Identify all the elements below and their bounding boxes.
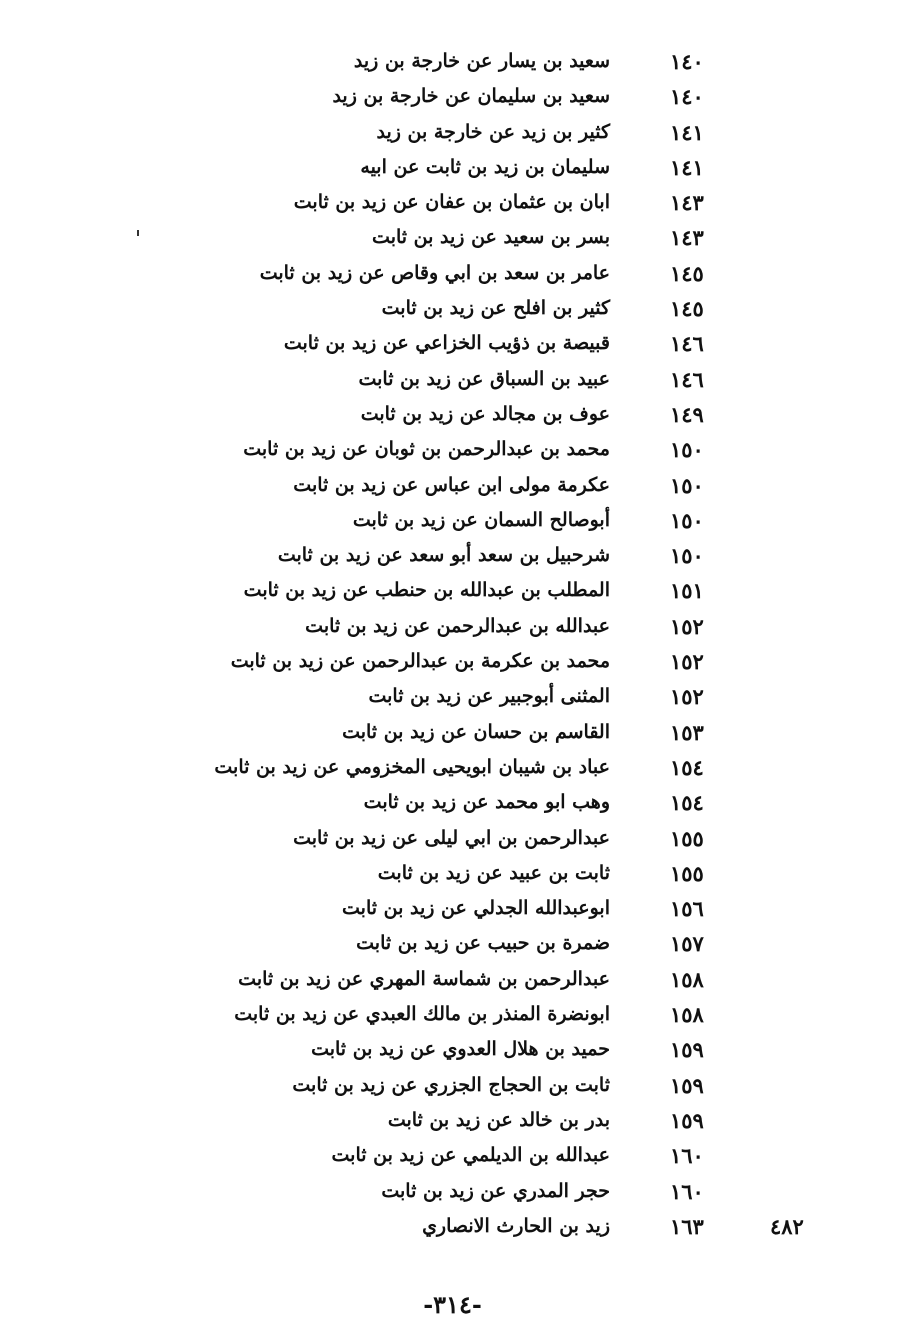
index-row bbox=[0, 503, 905, 538]
row-page-number: ١٥٥ bbox=[670, 825, 704, 851]
row-page-number: ١٤٣ bbox=[670, 190, 704, 216]
row-narrator-chain: القاسم بن حسان عن زيد بن ثابت bbox=[342, 720, 610, 743]
index-row bbox=[0, 573, 905, 608]
index-row bbox=[0, 785, 905, 820]
index-row bbox=[0, 291, 905, 326]
row-narrator-chain: سعيد بن يسار عن خارجة بن زيد bbox=[353, 50, 610, 72]
row-page-number: ١٥٨ bbox=[670, 1002, 704, 1028]
row-narrator-chain: محمد بن عبدالرحمن بن ثوبان عن زيد بن ثابت bbox=[243, 438, 610, 461]
row-narrator-chain: كثير بن زيد عن خارجة بن زيد bbox=[376, 120, 610, 143]
index-row bbox=[0, 468, 905, 503]
row-narrator-chain: كثير بن افلح عن زيد بن ثابت bbox=[381, 297, 610, 320]
index-row bbox=[0, 1174, 905, 1209]
row-page-number: ١٤٥ bbox=[670, 260, 704, 286]
row-page-number: ١٥٢ bbox=[670, 649, 704, 675]
row-page-number: ١٥٣ bbox=[670, 719, 704, 745]
index-row bbox=[0, 997, 905, 1032]
index-row bbox=[0, 79, 905, 114]
index-row bbox=[0, 362, 905, 397]
row-narrator-chain: عبدالله بن عبدالرحمن عن زيد بن ثابت bbox=[305, 614, 610, 637]
index-row bbox=[0, 44, 905, 79]
row-narrator-chain: وهب ابو محمد عن زيد بن ثابت bbox=[363, 791, 610, 814]
index-row bbox=[0, 962, 905, 997]
row-page-number: ١٤٠ bbox=[670, 49, 704, 74]
row-page-number: ١٤١ bbox=[670, 154, 704, 180]
row-narrator-chain: حميد بن هلال العدوي عن زيد بن ثابت bbox=[311, 1038, 610, 1061]
row-page-number: ١٥٩ bbox=[670, 1107, 704, 1133]
row-narrator-chain: عبدالرحمن بن شماسة المهري عن زيد بن ثابت bbox=[238, 967, 610, 990]
index-row bbox=[0, 679, 905, 714]
row-narrator-chain: محمد بن عكرمة بن عبدالرحمن عن زيد بن ثابت bbox=[230, 650, 610, 673]
row-page-number: ١٥٢ bbox=[670, 684, 704, 710]
index-row bbox=[0, 1138, 905, 1173]
row-page-number: ١٥٨ bbox=[670, 966, 704, 992]
row-narrator-chain: شرحبيل بن سعد أبو سعد عن زيد بن ثابت bbox=[277, 544, 610, 567]
row-page-number: ١٥٠ bbox=[670, 507, 704, 533]
row-page-number: ١٥١ bbox=[670, 578, 704, 604]
row-page-number: ١٥٤ bbox=[670, 790, 704, 816]
row-narrator-chain: عبيد بن السباق عن زيد بن ثابت bbox=[358, 367, 610, 390]
row-page-number: ١٦٠ bbox=[670, 1178, 704, 1204]
index-row bbox=[0, 185, 905, 220]
index-row bbox=[0, 326, 905, 361]
row-page-number: ١٥٦ bbox=[670, 896, 704, 922]
index-row bbox=[0, 644, 905, 679]
row-page-number: ١٤٩ bbox=[670, 401, 704, 427]
index-row bbox=[0, 750, 905, 785]
row-narrator-chain: حجر المدري عن زيد بن ثابت bbox=[381, 1179, 610, 1202]
index-row bbox=[0, 150, 905, 185]
row-page-number: ١٥٧ bbox=[670, 931, 704, 957]
index-row bbox=[0, 715, 905, 750]
row-page-number: ١٥٩ bbox=[670, 1037, 704, 1063]
row-narrator-chain: زيد بن الحارث الانصاري bbox=[422, 1214, 610, 1237]
row-page-number: ١٤٦ bbox=[670, 331, 704, 357]
index-row bbox=[0, 220, 905, 255]
row-page-number: ١٤٥ bbox=[670, 296, 704, 322]
row-narrator-chain: ابان بن عثمان بن عفان عن زيد بن ثابت bbox=[293, 191, 610, 214]
row-page-number: ١٥٩ bbox=[670, 1072, 704, 1098]
index-row bbox=[0, 1068, 905, 1103]
index-row bbox=[0, 1209, 905, 1244]
index-row bbox=[0, 891, 905, 926]
row-narrator-chain: قبيصة بن ذؤيب الخزاعي عن زيد بن ثابت bbox=[283, 332, 610, 355]
row-narrator-chain: عباد بن شيبان ابويحيى المخزومي عن زيد بن ثابت bbox=[214, 755, 610, 778]
row-narrator-chain: أبوصالح السمان عن زيد بن ثابت bbox=[352, 508, 610, 531]
row-narrator-chain: ثابت بن الحجاج الجزري عن زيد بن ثابت bbox=[292, 1073, 610, 1096]
row-page-number: ١٤١ bbox=[670, 119, 704, 145]
row-narrator-chain: المثنى أبوجبير عن زيد بن ثابت bbox=[368, 685, 610, 708]
index-row bbox=[0, 256, 905, 291]
row-narrator-chain: عكرمة مولى ابن عباس عن زيد بن ثابت bbox=[293, 473, 610, 496]
row-page-number: ١٥٠ bbox=[670, 472, 704, 498]
row-narrator-chain: عوف بن مجالد عن زيد بن ثابت bbox=[360, 402, 610, 425]
index-list bbox=[0, 44, 905, 1244]
index-row bbox=[0, 926, 905, 961]
row-page-number: ١٥٥ bbox=[670, 860, 704, 886]
row-page-number: ١٥٤ bbox=[670, 754, 704, 780]
row-narrator-chain: عبدالله بن الديلمي عن زيد بن ثابت bbox=[331, 1144, 610, 1167]
row-page-number: ١٤٣ bbox=[670, 225, 704, 251]
row-narrator-chain: عامر بن سعد بن ابي وقاص عن زيد بن ثابت bbox=[259, 261, 610, 284]
row-narrator-chain: المطلب بن عبدالله بن حنطب عن زيد بن ثابت bbox=[243, 579, 610, 602]
row-page-number: ١٥٠ bbox=[670, 437, 704, 463]
index-row bbox=[0, 1032, 905, 1067]
row-narrator-chain: ثابت بن عبيد عن زيد بن ثابت bbox=[377, 861, 610, 884]
row-narrator-chain: ابوعبدالله الجدلي عن زيد بن ثابت bbox=[342, 897, 610, 920]
row-page-number: ١٤٦ bbox=[670, 366, 704, 392]
index-row bbox=[0, 821, 905, 856]
page-number: -٣١٤- bbox=[423, 1290, 482, 1319]
row-entry-number: ٤٨٢ bbox=[770, 1213, 804, 1239]
row-page-number: ١٤٠ bbox=[670, 84, 704, 110]
index-row bbox=[0, 432, 905, 467]
row-narrator-chain: ابونضرة المنذر بن مالك العبدي عن زيد بن ثابت bbox=[234, 1003, 610, 1026]
index-row bbox=[0, 609, 905, 644]
row-narrator-chain: عبدالرحمن بن ابي ليلى عن زيد بن ثابت bbox=[293, 826, 610, 849]
row-page-number: ١٥٠ bbox=[670, 543, 704, 569]
row-narrator-chain: سعيد بن سليمان عن خارجة بن زيد bbox=[332, 85, 610, 108]
index-row bbox=[0, 538, 905, 573]
row-narrator-chain: بسر بن سعيد عن زيد بن ثابت bbox=[372, 226, 610, 249]
row-page-number: ١٥٢ bbox=[670, 613, 704, 639]
index-row bbox=[0, 115, 905, 150]
row-narrator-chain: ضمرة بن حبيب عن زيد بن ثابت bbox=[356, 932, 610, 955]
row-page-number: ١٦٠ bbox=[670, 1143, 704, 1169]
row-page-number: ١٦٣ bbox=[670, 1213, 704, 1239]
row-narrator-chain: بدر بن خالد عن زيد بن ثابت bbox=[387, 1108, 610, 1131]
scan-speck bbox=[137, 230, 139, 236]
index-row bbox=[0, 397, 905, 432]
row-narrator-chain: سليمان بن زيد بن ثابت عن ابيه bbox=[360, 155, 610, 178]
index-row bbox=[0, 1103, 905, 1138]
index-row bbox=[0, 856, 905, 891]
